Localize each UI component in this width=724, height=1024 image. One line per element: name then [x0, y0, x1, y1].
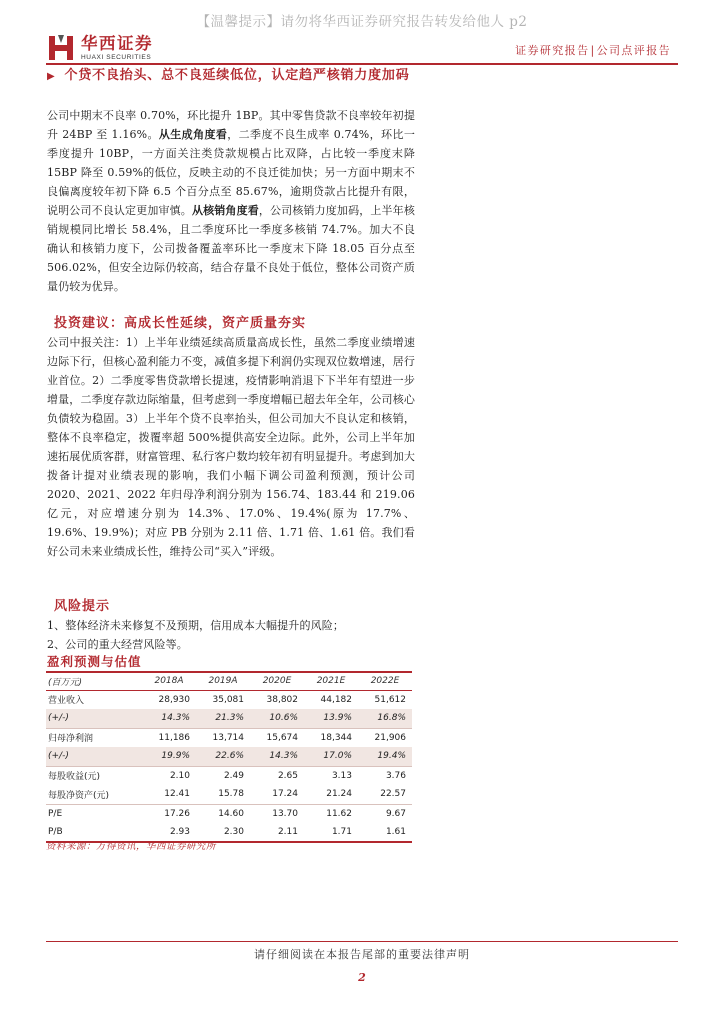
triangle-right-icon: ▶ — [47, 71, 56, 82]
emphasis-text: 从核销角度看 — [191, 204, 259, 217]
table-cell: 2.11 — [250, 823, 304, 842]
table-cell: 2.10 — [169, 770, 190, 781]
table-cell: 13,714 — [212, 732, 244, 743]
table-cell: 38,802 — [266, 694, 298, 705]
table-cell: 17.0% — [304, 747, 358, 766]
footer-divider — [46, 941, 678, 942]
table-header-row — [46, 673, 412, 690]
table-row — [46, 747, 412, 766]
table-cell: 14.3% — [250, 747, 304, 766]
row-label: (+/-) — [46, 709, 142, 728]
table-cell: 19.9% — [142, 747, 196, 766]
table-cell: 14.3% — [142, 709, 196, 728]
fin-table-title: 盈利预测与估值 — [47, 654, 142, 669]
table-cell: 19.4% — [358, 747, 412, 766]
row-label: (+/-) — [46, 747, 142, 766]
table-cell: 44,182 — [320, 694, 352, 705]
paragraph-text: ，二季度不良生成率 0.74%，环比一季度提升 10BP，一方面关注类贷款规模占比双降，占比较一季度末降 15BP 降至 0.59%的低位，反映主动的不良迁徙加快；另一方面中期末不良偏离度较年初下降 6.5 个百分点至 85.67%，逾期贷款占比提升有限，说明公司不良认定更加审慎。 — [47, 128, 415, 217]
section-title-invest: 投资建议：高成长性延续，资产质量夯实 — [54, 316, 307, 331]
year-header: 2018A — [142, 673, 196, 690]
table-cell: 22.57 — [358, 785, 412, 804]
row-label: 每股净资产(元) — [46, 785, 142, 804]
table-cell: 22.6% — [196, 747, 250, 766]
year-header: 2021E — [304, 673, 358, 690]
table-cell: 3.76 — [385, 770, 406, 781]
table-cell: 18,344 — [320, 732, 352, 743]
table-cell: 15.78 — [196, 785, 250, 804]
invest-paragraph: 公司中报关注：1）上半年业绩延续高质量高成长性，虽然二季度业绩增速边际下行，但核心盈利能力不变，减值多提下利润仍实现双位数增速，居行业首位。2）二季度零售贷款增长提速，疫情影响消退下下半年有望进一步增量，二季度存款边际缩量，但考虑到一季度增幅已超去年全年，公司核心负债较为稳固。3）上半年个贷不良率抬头，但公司加大不良认定和核销，整体不良率稳定，拨覆率超 500%提供高安全边际。此外，公司上半年加速拓展优质客群，财富管理、私行客户数均较年初有明显提升。考虑到加大拨备计提对业绩表现的影响，我们小幅下调公司盈利预测，预计公司 2020、2021、2022 年归母净利润分别为 156.74、183.44 和 219.06 亿元，对应增速分别为 14.3%、17.0%、19.4%(原为 17.7%、19.6%、19.9%)；对应 PB 分别为 2.11 倍、1.71 倍、1.61 倍。我们看好公司未来业绩成长性，维持公司“买入”评级。 — [47, 336, 415, 558]
table-cell: 1.61 — [358, 823, 412, 842]
risk-item: 2、公司的重大经营风险等。 — [47, 638, 188, 651]
table-cell: 14.60 — [218, 808, 244, 819]
table-cell: 10.6% — [250, 709, 304, 728]
section-title-text: 个贷不良抬头、总不良延续低位，认定趋严核销力度加码 — [64, 68, 410, 83]
header-divider — [46, 63, 678, 65]
table-cell: 35,081 — [212, 694, 244, 705]
table-cell: 17.24 — [250, 785, 304, 804]
paragraph-text: 公司中期末不良率 0.70%，环比提升 1BP。其中零售贷款不良率较年初提升 24BP 至 1.16%。 — [47, 109, 415, 141]
npl-paragraph — [47, 106, 415, 296]
row-label: 归母净利润 — [48, 734, 94, 745]
risk-list — [47, 616, 415, 654]
legal-disclaimer: 请仔细阅读在本报告尾部的重要法律声明 — [254, 948, 470, 961]
table-row — [46, 804, 412, 823]
table-cell: 21,906 — [374, 732, 406, 743]
watermark-notice: 【温馨提示】请勿将华西证券研究报告转发给他人 p2 — [196, 14, 528, 30]
header-separator: | — [590, 44, 596, 57]
table-row — [46, 690, 412, 709]
report-type: 证券研究报告 — [515, 44, 590, 57]
huaxi-logo-icon — [48, 33, 74, 63]
row-label: P/B — [46, 823, 142, 842]
table-cell: 13.70 — [272, 808, 298, 819]
logo-name-cn: 华西证券 — [81, 33, 153, 53]
data-source: 资料来源：万得资讯，华西证券研究所 — [46, 841, 217, 852]
table-cell: 21.3% — [196, 709, 250, 728]
year-header: 2022E — [358, 673, 412, 690]
row-label: P/E — [48, 808, 63, 819]
table-row — [46, 766, 412, 785]
table-cell: 2.93 — [142, 823, 196, 842]
company-logo — [48, 33, 153, 63]
year-header: 2020E — [250, 673, 304, 690]
table-cell: 2.65 — [277, 770, 298, 781]
table-cell: 3.13 — [331, 770, 352, 781]
table-cell: 11,186 — [158, 732, 190, 743]
risk-item: 1、整体经济未来修复不及预期，信用成本大幅提升的风险； — [47, 619, 345, 632]
table-cell: 17.26 — [164, 808, 190, 819]
table-cell: 28,930 — [158, 694, 190, 705]
row-label: 每股收益(元) — [48, 772, 101, 783]
logo-name-en: HUAXI SECURITIES — [81, 53, 152, 61]
section-title-npl — [47, 66, 427, 87]
emphasis-text: 从生成角度看 — [158, 128, 228, 141]
row-label: 营业收入 — [48, 696, 85, 707]
page-number: 2 — [358, 971, 366, 984]
table-cell: 16.8% — [358, 709, 412, 728]
table-cell: 51,612 — [374, 694, 406, 705]
table-cell: 11.62 — [326, 808, 352, 819]
table-cell: 9.67 — [385, 808, 406, 819]
report-subtype: 公司点评报告 — [596, 44, 671, 57]
table-cell: 15,674 — [266, 732, 298, 743]
table-cell: 2.30 — [196, 823, 250, 842]
table-cell: 13.9% — [304, 709, 358, 728]
table-row — [46, 709, 412, 728]
section-title-risk: 风险提示 — [54, 599, 111, 614]
unit-label: (百万元) — [46, 673, 142, 690]
forecast-table — [46, 673, 412, 843]
year-header: 2019A — [196, 673, 250, 690]
table-cell: 1.71 — [304, 823, 358, 842]
table-row — [46, 728, 412, 747]
table-row — [46, 785, 412, 804]
table-cell: 2.49 — [223, 770, 244, 781]
table-cell: 21.24 — [304, 785, 358, 804]
report-category — [515, 42, 671, 58]
paragraph-text: ，公司核销力度加码，上半年核销规模同比增长 58.4%，且二季度环比一季度多核销 74.7%。加大不良确认和核销力度下，公司拨备覆盖率环比一季度末下降 18.05 百分点至 506.02%，但安全边际仍较高，结合存量不良处于低位，整体公司资产质量仍较为优异。 — [47, 204, 415, 293]
table-cell: 12.41 — [142, 785, 196, 804]
